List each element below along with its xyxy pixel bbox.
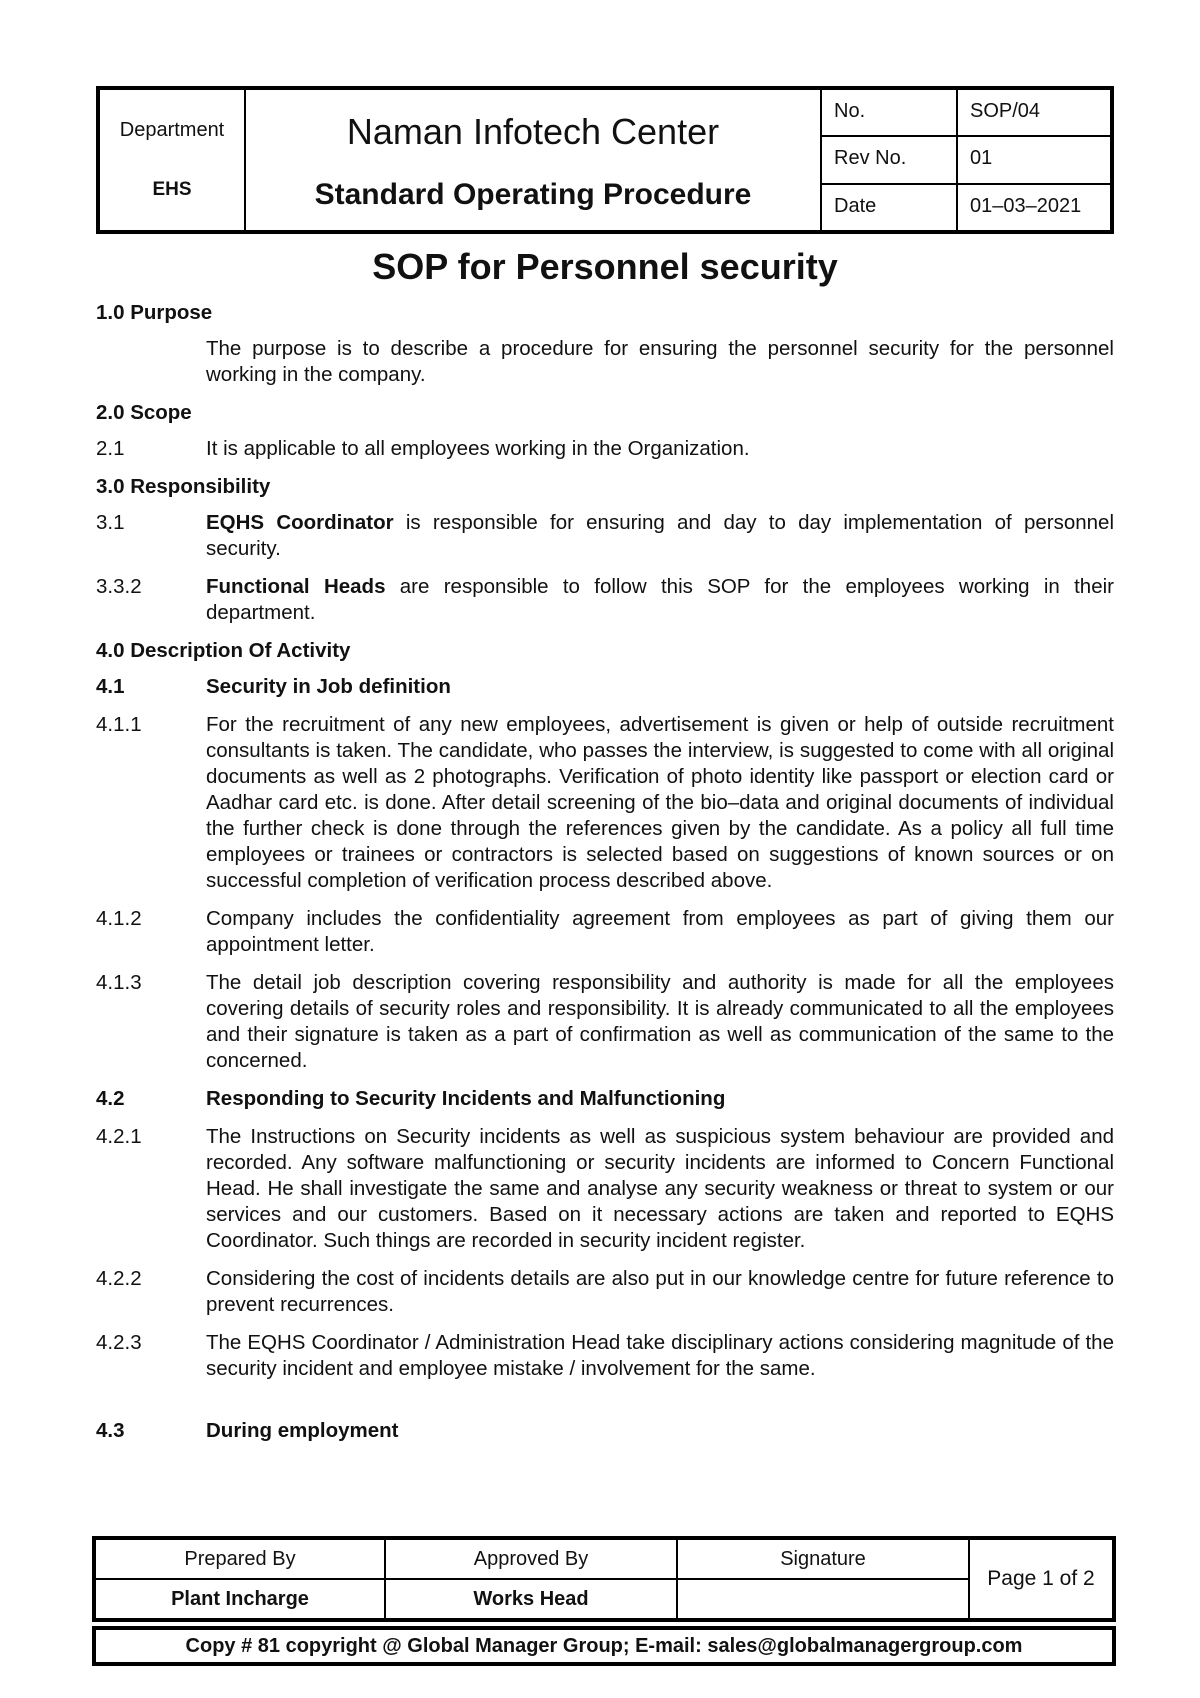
- item-number: 4.2.1: [96, 1125, 142, 1148]
- item-number: 4.2.3: [96, 1331, 142, 1354]
- responsibility-item: [96, 574, 1114, 626]
- approval-footer: [92, 1536, 1116, 1622]
- role-description: are responsible to follow this SOP for the employees working in their department.: [206, 575, 1114, 624]
- approved-by-label: Approved By: [386, 1540, 676, 1580]
- item-text: For the recruitment of any new employees, advertisement is given or help of outside recruitment consultants is taken. The candidate, who passes the interview, is suggested to come with all original documents as well as 2 photographs. Verification of photo identity like passport or election card or Aadhar card etc. is done. After detail screening of the bio–data and original documents of individual the further check is done through the references given by the candidate. As a policy all full time employees or trainees or contractors is selected based on suggestions of known sources or on successful completion of verification process described above.: [206, 713, 1114, 892]
- item-number: 4.1.2: [96, 907, 142, 930]
- role-name: Functional Heads: [206, 575, 386, 598]
- subsection-heading: [96, 1086, 1114, 1112]
- activity-item: [96, 1330, 1114, 1382]
- item-number: 4.2.2: [96, 1267, 142, 1290]
- approved-by-value: Works Head: [473, 1587, 589, 1610]
- document-type: Standard Operating Procedure: [314, 177, 752, 211]
- subsection-number: 4.2: [96, 1087, 125, 1110]
- company-cell: [246, 90, 822, 230]
- item-text: Considering the cost of incidents details are also put in our knowledge centre for future reference to prevent recurrences.: [206, 1267, 1114, 1316]
- item-number: 3.3.2: [96, 575, 142, 598]
- subsection-heading: [96, 1418, 1114, 1444]
- item-number: 4.1.3: [96, 971, 142, 994]
- subsection-title: During employment: [206, 1419, 399, 1442]
- copyright-notice: Copy # 81 copyright @ Global Manager Group; E-mail: sales@globalmanagergroup.com: [92, 1626, 1116, 1666]
- activity-item: [96, 970, 1114, 1074]
- activity-item: [96, 906, 1114, 958]
- section-heading-description: 4.0 Description Of Activity: [96, 639, 351, 662]
- prepared-by-value: Plant Incharge: [171, 1587, 309, 1610]
- item-number: 2.1: [96, 437, 125, 460]
- item-text: It is applicable to all employees working in the Organization.: [206, 437, 750, 460]
- meta-value: 01–03–2021: [970, 194, 1082, 217]
- department-label: Department: [119, 118, 225, 141]
- meta-key: Rev No.: [822, 137, 958, 182]
- responsibility-item: [96, 510, 1114, 562]
- subsection-title: Responding to Security Incidents and Malfunctioning: [206, 1087, 726, 1110]
- department-cell: [100, 90, 246, 230]
- signature-label: Signature: [678, 1540, 968, 1580]
- scope-item: [96, 436, 1114, 462]
- meta-value: 01: [970, 147, 993, 170]
- meta-table: [822, 90, 1110, 230]
- item-text: The detail job description covering responsibility and authority is made for all the employees covering details of security roles and responsibility. It is already communicated to all the employees and their signature is taken as a part of confirmation as well as communication of the same to the concerned.: [206, 971, 1114, 1072]
- page-number: Page 1 of 2: [987, 1567, 1095, 1590]
- approved-by-cell: [386, 1540, 678, 1618]
- item-number: 4.1.1: [96, 713, 142, 736]
- document-header: [96, 86, 1114, 234]
- activity-item: [96, 1124, 1114, 1254]
- signature-value: [678, 1580, 968, 1618]
- meta-row-revision: [822, 137, 1110, 184]
- subsection-title: Security in Job definition: [206, 675, 451, 698]
- department-value: EHS: [152, 179, 192, 201]
- purpose-text: The purpose is to describe a procedure for ensuring the personnel security for the personnel working in the company.: [206, 337, 1114, 386]
- role-name: EQHS Coordinator: [206, 511, 394, 534]
- item-text: [206, 574, 1114, 626]
- subsection-heading: [96, 674, 1114, 700]
- section-heading-responsibility: 3.0 Responsibility: [96, 475, 271, 498]
- subsection-number: 4.3: [96, 1419, 125, 1442]
- document-title: SOP for Personnel security: [372, 246, 838, 287]
- section-heading-purpose: 1.0 Purpose: [96, 301, 213, 324]
- activity-item: [96, 1266, 1114, 1318]
- prepared-by-cell: [96, 1540, 386, 1618]
- document-body: [96, 300, 1114, 1456]
- company-name: Naman Infotech Center: [346, 110, 720, 152]
- signature-cell: [678, 1540, 970, 1618]
- section-heading-scope: 2.0 Scope: [96, 401, 192, 424]
- meta-key: Date: [822, 185, 958, 230]
- meta-value: SOP/04: [970, 100, 1041, 122]
- activity-item: [96, 712, 1114, 894]
- meta-row-number: [822, 90, 1110, 137]
- subsection-number: 4.1: [96, 675, 125, 698]
- item-text: Company includes the confidentiality agreement from employees as part of giving them our appointment letter.: [206, 907, 1114, 956]
- item-text: [206, 510, 1114, 562]
- prepared-by-label: Prepared By: [96, 1540, 384, 1580]
- item-text: The EQHS Coordinator / Administration Head take disciplinary actions considering magnitude of the security incident and employee mistake / involvement for the same.: [206, 1331, 1114, 1380]
- meta-key: No.: [822, 90, 958, 135]
- item-text: The Instructions on Security incidents as well as suspicious system behaviour are provided and recorded. Any software malfunctioning or security incidents are informed to Concern Functional Head. He shall investigate the same and analyse any security weakness or threat to system or our services and our customers. Based on it necessary actions are taken and reported to EQHS Coordinator. Such things are recorded in security incident register.: [206, 1125, 1114, 1252]
- role-description: is responsible for ensuring and day to day implementation of personnel security.: [206, 511, 1114, 560]
- item-number: 3.1: [96, 511, 125, 534]
- meta-row-date: [822, 185, 1110, 230]
